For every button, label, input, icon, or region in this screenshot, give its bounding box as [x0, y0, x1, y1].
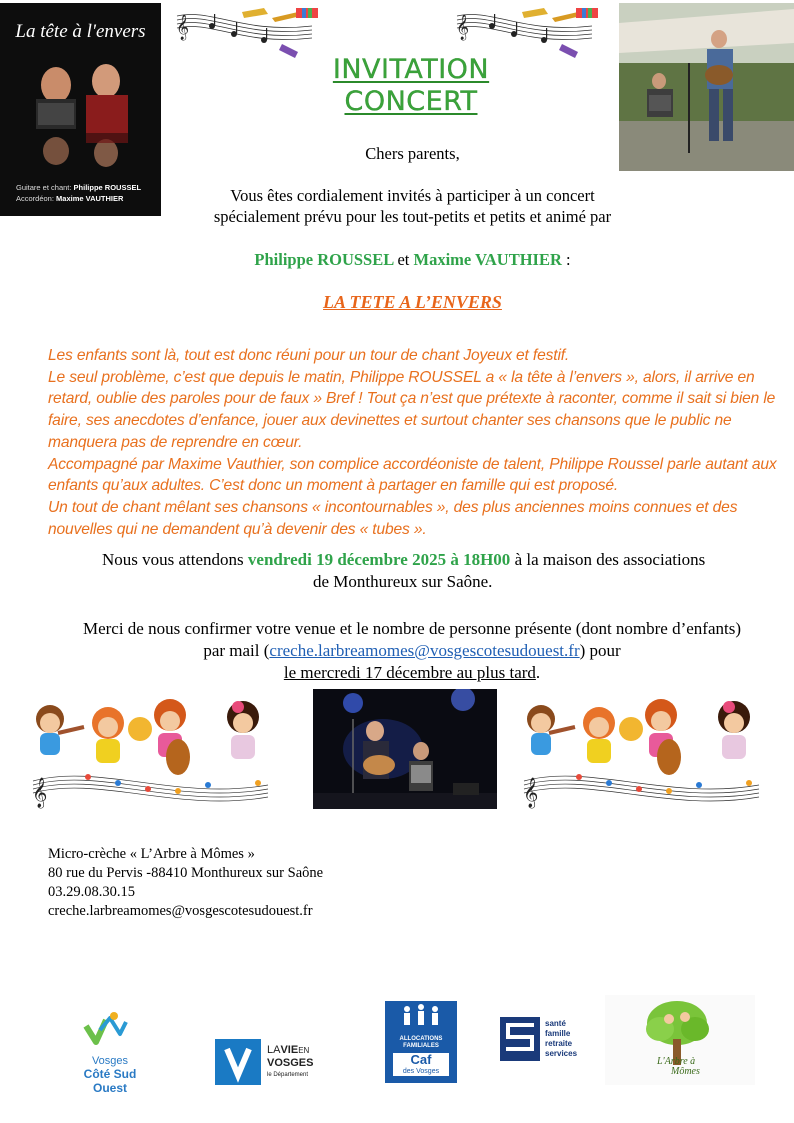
la-vie-en-vosges-logo — [215, 1039, 325, 1085]
address-phone: 03.29.08.30.15 — [48, 884, 135, 900]
concert-poster-image — [0, 3, 161, 216]
intro-paragraph — [165, 185, 660, 227]
kids-music-illustration-left — [28, 693, 273, 811]
address-street: 80 rue du Pervis -88410 Monthureux sur Saône — [48, 865, 324, 881]
caf-des-vosges-logo — [385, 1001, 457, 1083]
artists-suffix: : — [561, 250, 571, 269]
description-paragraph: Le seul problème, c’est que depuis le matin, Philippe ROUSSEL a « la tête à l’envers », alors, il arrive en retard, oublie des paroles pour de faux » Bref ! Tout ça n’est que prétexte à raconter, comme il sait si bien le faire, ses anecdotes d’enfance, jouer aux devinettes et surtout chanter ses chansons que le public ne manquera pas de reprendre en cœur. — [48, 368, 776, 451]
artist-2: Maxime VAUTHIER — [413, 250, 562, 269]
msa-line-2: famille — [545, 1029, 571, 1038]
poster-credit-1: Guitare et chant: Philippe ROUSSEL — [16, 183, 142, 192]
rsvp-mail-prefix: par mail ( — [203, 641, 270, 660]
msa-line-3: retraite — [545, 1039, 573, 1048]
show-description — [48, 345, 778, 540]
contact-address — [48, 845, 448, 921]
stage-concert-photo — [313, 689, 497, 809]
msa-logo — [500, 1017, 590, 1063]
kids-music-illustration-right — [519, 693, 764, 811]
msa-line-1: santé — [545, 1019, 566, 1028]
caf-line-3: Caf — [393, 1053, 449, 1067]
svg-text:𝄞: 𝄞 — [176, 15, 190, 40]
rsvp-line-3 — [20, 662, 794, 684]
rsvp-email-link[interactable]: creche.larbreamomes@vosgescotesudouest.fr — [269, 641, 580, 660]
msa-line-4: services — [545, 1049, 578, 1058]
vie-en-vosges-vie: VIE — [280, 1044, 299, 1056]
msa-letters-icon — [500, 1017, 540, 1061]
arbre-line-2: à — [690, 1056, 696, 1067]
vie-en-vosges-vosges: VOSGES — [267, 1057, 314, 1069]
description-paragraph: Les enfants sont là, tout est donc réuni pour un tour de chant Joyeux et festif. — [48, 347, 570, 364]
vosges-logo-line-2: Côté Sud Ouest — [83, 1067, 137, 1095]
event-prefix: Nous vous attendons — [102, 550, 248, 569]
vie-en-vosges-departement: le Département — [267, 1072, 309, 1078]
arbre-a-momes-logo — [605, 995, 755, 1085]
vie-en-vosges-la: LA — [267, 1044, 281, 1056]
description-paragraph: Accompagné par Maxime Vauthier, son complice accordéoniste de talent, Philippe Roussel parle autant aux enfants qu’aux adultes. C’est donc un moment à partager en famille qui est proposé. — [48, 455, 777, 495]
intro-line-1: Vous êtes cordialement invités à participer à un concert — [230, 186, 595, 205]
event-line-2: de Monthureux sur Saône. — [313, 572, 493, 591]
address-name: Micro-crèche « L’Arbre à Mômes » — [48, 846, 255, 862]
poster-musicians-illustration — [24, 55, 136, 173]
intro-line-2: spécialement prévu pour les tout-petits et petits et animé par — [213, 207, 612, 226]
vosges-logo-mark — [70, 1008, 150, 1048]
msa-text — [545, 1019, 577, 1059]
caf-line-1: ALLOCATIONS — [399, 1036, 443, 1042]
arbre-line-3: Mômes — [671, 1066, 700, 1077]
vosges-cote-sud-ouest-logo — [70, 1008, 150, 1095]
caf-line-4: des Vosges — [393, 1067, 449, 1076]
outdoor-concert-photo — [619, 3, 794, 171]
arbre-text — [657, 1057, 700, 1077]
event-details — [60, 549, 794, 593]
vie-en-vosges-text — [267, 1044, 313, 1081]
rsvp-line-1: Merci de nous confirmer votre venue et le nombre de personne présente (dont nombre d’enfants) — [82, 619, 742, 638]
caf-people-icon — [385, 1001, 457, 1031]
arbre-line-1: L'Arbre — [657, 1056, 688, 1067]
vie-en-vosges-en: EN — [298, 1046, 310, 1055]
rsvp-mail-suffix: ) pour — [579, 641, 621, 660]
svg-text:𝄞: 𝄞 — [32, 778, 48, 808]
title-line-1: INVITATION — [332, 54, 490, 85]
svg-text:𝄞: 𝄞 — [523, 778, 539, 808]
rsvp-paragraph — [20, 618, 794, 684]
event-date: vendredi 19 décembre 2025 à 18H00 — [247, 550, 511, 569]
rsvp-deadline: le mercredi 17 décembre au plus tard — [283, 663, 536, 682]
address-email: creche.larbreamomes@vosgescotesudouest.fr — [48, 903, 313, 919]
event-line-1 — [60, 549, 794, 571]
vosges-logo-line-1: Vosges — [91, 1055, 129, 1067]
poster-credit-2: Accordéon: Maxime VAUTHIER — [16, 194, 124, 203]
title-line-2: CONCERT — [344, 86, 478, 117]
event-place: à la maison des associations — [510, 550, 706, 569]
show-title: LA TETE A L’ENVERS — [323, 292, 502, 312]
caf-line-2: FAMILIALES — [403, 1043, 439, 1049]
poster-title: La tête à l'envers — [15, 21, 146, 42]
artists-line — [165, 249, 660, 270]
artists-joiner: et — [397, 250, 410, 269]
invitation-title — [270, 54, 552, 118]
vie-en-vosges-v-icon — [215, 1039, 261, 1085]
rsvp-line-2 — [20, 640, 794, 662]
rsvp-deadline-end: . — [535, 663, 541, 682]
artist-1: Philippe ROUSSEL — [254, 250, 394, 269]
description-paragraph: Un tout de chant mêlant ses chansons « incontournables », des plus anciennes moins connues et des nouvelles qui ne demandent qu’à devenir des « tubes ». — [48, 498, 738, 538]
salutation: Chers parents, — [365, 144, 460, 163]
svg-text:𝄞: 𝄞 — [456, 15, 470, 40]
